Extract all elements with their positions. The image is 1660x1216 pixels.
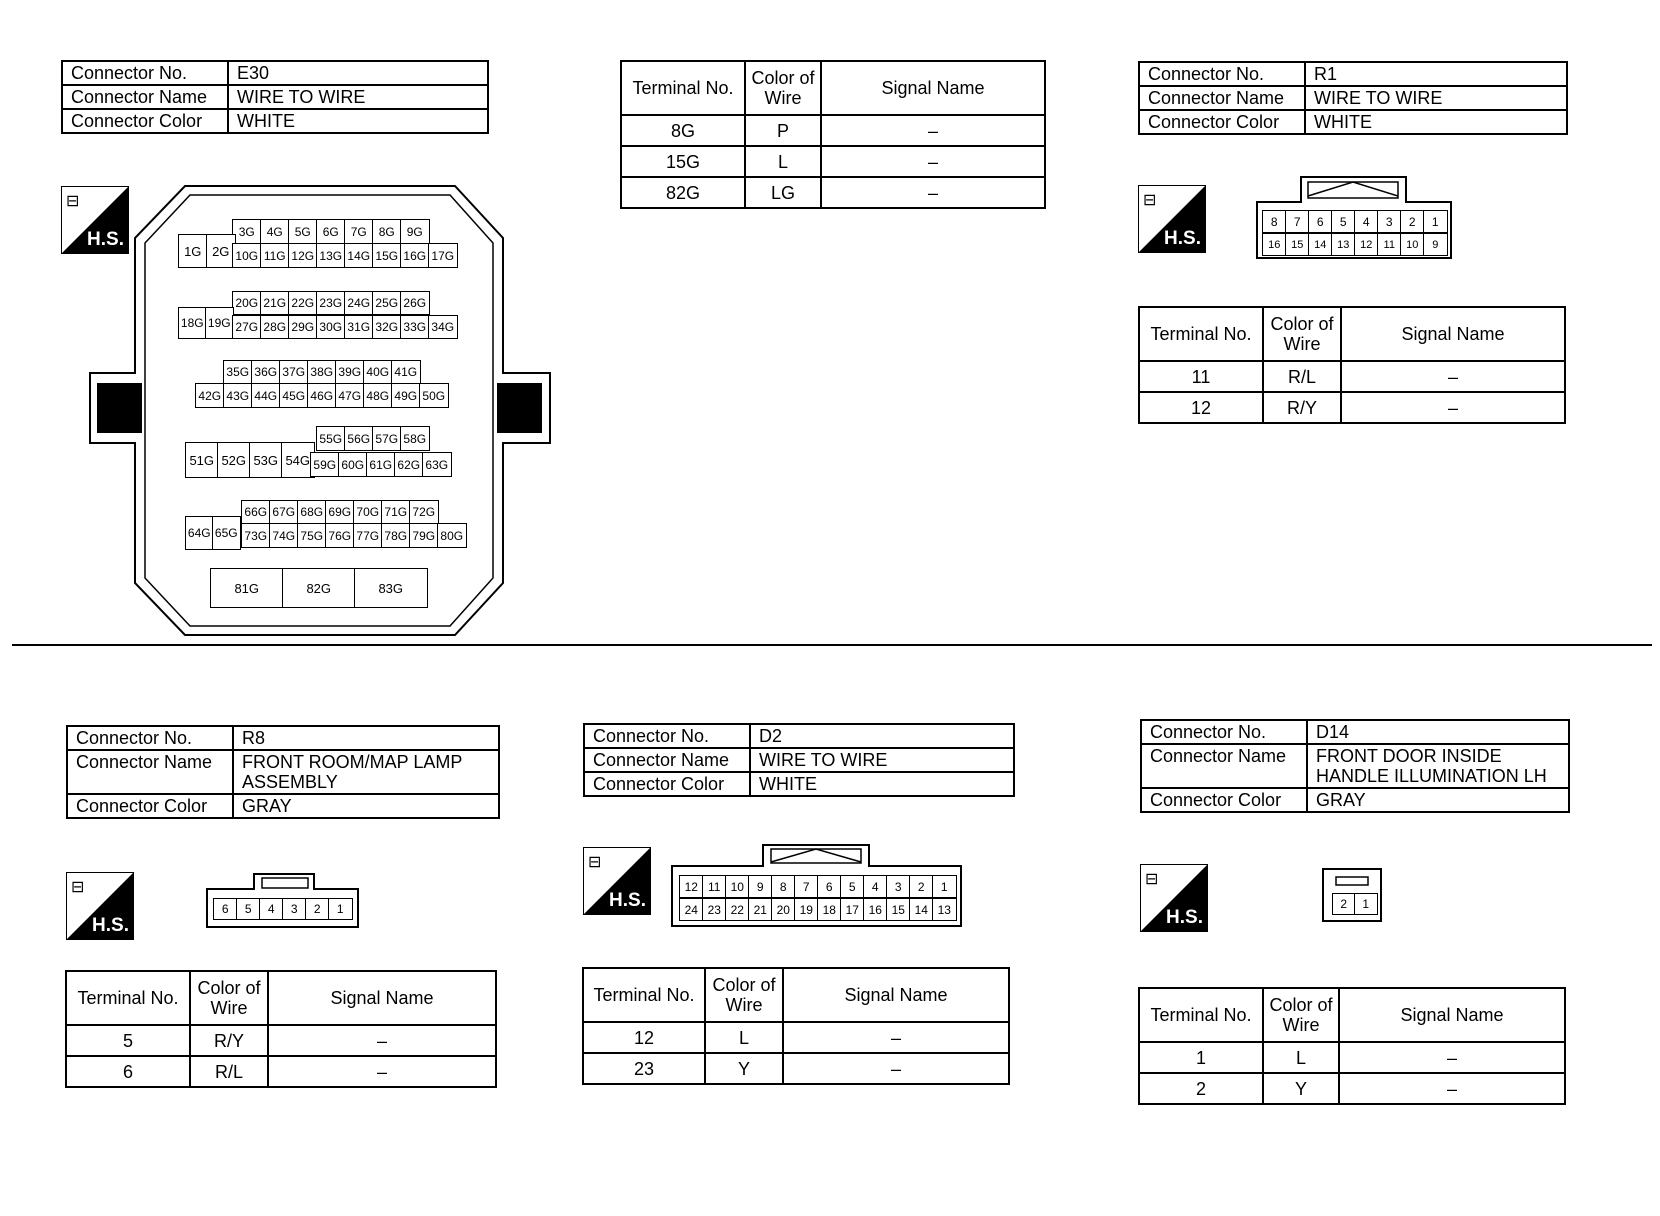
- pin-cell: 56G: [344, 426, 374, 451]
- pin-cell: 12: [1354, 233, 1379, 256]
- pin-cell: 4: [863, 875, 888, 898]
- pin-cell: 36G: [251, 360, 281, 384]
- signal-name: –: [1341, 392, 1565, 423]
- pin-cell: 10: [725, 875, 750, 898]
- r1-terminal-table: [1138, 306, 1566, 424]
- header-signal-name: Signal Name: [268, 971, 496, 1025]
- wire-color: R/Y: [190, 1025, 268, 1056]
- pin-cell: 12: [679, 875, 704, 898]
- pin-cell: 14: [1308, 233, 1333, 256]
- section-divider: [12, 644, 1652, 646]
- header-terminal-no: Terminal No.: [621, 61, 745, 115]
- r8-color: GRAY: [233, 794, 499, 818]
- pin-cell: 24: [679, 898, 704, 921]
- pin-cell: 31G: [344, 315, 374, 339]
- pin-cell: 68G: [297, 500, 327, 524]
- pin-cell: 32G: [372, 315, 402, 339]
- pin-cell: 8: [1262, 210, 1287, 233]
- hs-label: H.S.: [1164, 228, 1201, 249]
- pin-cell: 23G: [316, 291, 346, 315]
- pin-cell: 69G: [325, 500, 355, 524]
- label-connector-name: Connector Name: [62, 85, 228, 109]
- d14-color: GRAY: [1307, 788, 1569, 812]
- pin-cell: 47G: [335, 383, 365, 408]
- pin-cell: 74G: [269, 523, 299, 548]
- pin-cell: 73G: [241, 523, 271, 548]
- signal-name: –: [821, 115, 1045, 146]
- pin-cell: 82G: [282, 568, 356, 608]
- pin-cell: 46G: [307, 383, 337, 408]
- pin-cell: 29G: [288, 315, 318, 339]
- pin-cell: 4: [1354, 210, 1379, 233]
- wire-color: L: [745, 146, 821, 177]
- pin-cell: 37G: [279, 360, 309, 384]
- wire-color: R/L: [1263, 361, 1341, 392]
- pin-cell: 18: [817, 898, 842, 921]
- pin-cell: 8G: [372, 219, 402, 244]
- pin-cell: 5: [1331, 210, 1356, 233]
- e30-color: WHITE: [228, 109, 488, 133]
- pin-cell: 67G: [269, 500, 299, 524]
- pin-cell: 62G: [394, 452, 424, 477]
- pin-cell: 52G: [217, 442, 251, 478]
- pin-cell: 76G: [325, 523, 355, 548]
- r8-info-table: [66, 725, 500, 819]
- pin-cell: 13G: [316, 243, 346, 268]
- pin-cell: 83G: [354, 568, 428, 608]
- label-connector-color: Connector Color: [62, 109, 228, 133]
- terminal-no: 1: [1139, 1042, 1263, 1073]
- pin-cell: 63G: [422, 452, 452, 477]
- pin-cell: 65G: [212, 516, 241, 550]
- e30-no: E30: [228, 61, 488, 85]
- wire-color: L: [1263, 1042, 1339, 1073]
- pin-cell: 3: [1377, 210, 1402, 233]
- wire-color: Y: [1263, 1073, 1339, 1104]
- pin-cell: 5: [236, 898, 261, 920]
- connector-icon: ⊟: [66, 193, 80, 210]
- r1-info-table: [1138, 61, 1568, 135]
- terminal-no: 23: [583, 1053, 705, 1084]
- pin-cell: 48G: [363, 383, 393, 408]
- pin-cell: 15: [1285, 233, 1310, 256]
- terminal-no: 6: [66, 1056, 190, 1087]
- terminal-no: 12: [583, 1022, 705, 1053]
- pin-cell: 59G: [310, 452, 340, 477]
- hs-icon-r8: [66, 872, 134, 940]
- pin-cell: 5G: [288, 219, 318, 244]
- pin-cell: 9: [1423, 233, 1448, 256]
- pin-cell: 28G: [260, 315, 290, 339]
- hs-label: H.S.: [1166, 907, 1203, 928]
- pin-cell: 18G: [178, 307, 207, 339]
- pin-cell: 1: [1354, 893, 1378, 915]
- terminal-no: 15G: [621, 146, 745, 177]
- header-color-of-wire: Color of Wire: [745, 61, 821, 115]
- pin-cell: 1: [932, 875, 957, 898]
- pin-cell: 16: [1262, 233, 1287, 256]
- pin-cell: 57G: [372, 426, 402, 451]
- header-terminal-no: Terminal No.: [66, 971, 190, 1025]
- pin-cell: 49G: [391, 383, 421, 408]
- wire-color: L: [705, 1022, 783, 1053]
- pin-cell: 13: [1331, 233, 1356, 256]
- signal-name: –: [1339, 1073, 1565, 1104]
- hs-icon-r1: [1138, 185, 1206, 253]
- e30-name: WIRE TO WIRE: [228, 85, 488, 109]
- pin-cell: 79G: [409, 523, 439, 548]
- signal-name: –: [821, 146, 1045, 177]
- pin-cell: 14: [909, 898, 934, 921]
- pin-cell: 12G: [288, 243, 318, 268]
- hs-label: H.S.: [92, 915, 129, 936]
- signal-name: –: [1341, 361, 1565, 392]
- pin-cell: 26G: [400, 291, 430, 315]
- pin-cell: 2: [909, 875, 934, 898]
- hs-icon-d14: [1140, 864, 1208, 932]
- pin-cell: 75G: [297, 523, 327, 548]
- pin-cell: 24G: [344, 291, 374, 315]
- pin-cell: 38G: [307, 360, 337, 384]
- signal-name: –: [783, 1053, 1009, 1084]
- d2-color: WHITE: [750, 772, 1014, 796]
- label-connector-no: Connector No.: [62, 61, 228, 85]
- pin-cell: 6: [1308, 210, 1333, 233]
- pin-cell: 41G: [391, 360, 421, 384]
- pin-cell: 23: [702, 898, 727, 921]
- terminal-no: 11: [1139, 361, 1263, 392]
- r1-color: WHITE: [1305, 110, 1567, 134]
- pin-cell: 78G: [381, 523, 411, 548]
- pin-cell: 50G: [419, 383, 449, 408]
- pin-cell: 2: [305, 898, 330, 920]
- terminal-no: 8G: [621, 115, 745, 146]
- connector-icon: ⊟: [588, 854, 602, 871]
- label-connector-name: Connector Name: [1141, 744, 1307, 788]
- header-terminal-no: Terminal No.: [1139, 988, 1263, 1042]
- label-connector-name: Connector Name: [584, 748, 750, 772]
- pin-cell: 2G: [206, 234, 236, 268]
- pin-cell: 51G: [185, 442, 219, 478]
- pin-cell: 34G: [428, 315, 458, 339]
- pin-cell: 60G: [338, 452, 368, 477]
- pin-cell: 44G: [251, 383, 281, 408]
- header-color-of-wire: Color of Wire: [1263, 988, 1339, 1042]
- hs-icon-d2: [583, 847, 651, 915]
- pin-cell: 19: [794, 898, 819, 921]
- header-terminal-no: Terminal No.: [583, 968, 705, 1022]
- pin-cell: 35G: [223, 360, 253, 384]
- pin-cell: 2: [1332, 893, 1356, 915]
- terminal-no: 2: [1139, 1073, 1263, 1104]
- pin-cell: 40G: [363, 360, 393, 384]
- r1-no: R1: [1305, 62, 1567, 86]
- pin-cell: 72G: [409, 500, 439, 524]
- pin-cell: 17: [840, 898, 865, 921]
- pin-cell: 15G: [372, 243, 402, 268]
- wire-color: Y: [705, 1053, 783, 1084]
- pin-cell: 33G: [400, 315, 430, 339]
- pin-cell: 13: [932, 898, 957, 921]
- pin-cell: 30G: [316, 315, 346, 339]
- pin-cell: 3: [886, 875, 911, 898]
- d14-name: FRONT DOOR INSIDE HANDLE ILLUMINATION LH: [1307, 744, 1569, 788]
- pin-cell: 21: [748, 898, 773, 921]
- e30-terminal-table: [620, 60, 1046, 209]
- r1-name: WIRE TO WIRE: [1305, 86, 1567, 110]
- signal-name: –: [783, 1022, 1009, 1053]
- header-signal-name: Signal Name: [821, 61, 1045, 115]
- pin-cell: 11G: [260, 243, 290, 268]
- terminal-no: 82G: [621, 177, 745, 208]
- pin-cell: 3: [282, 898, 307, 920]
- label-connector-color: Connector Color: [67, 794, 233, 818]
- pin-cell: 11: [702, 875, 727, 898]
- pin-cell: 17G: [428, 243, 458, 268]
- pin-cell: 21G: [260, 291, 290, 315]
- pin-cell: 70G: [353, 500, 383, 524]
- pin-cell: 2: [1400, 210, 1425, 233]
- connector-icon: ⊟: [1143, 192, 1157, 209]
- label-connector-no: Connector No.: [1141, 720, 1307, 744]
- pin-cell: 77G: [353, 523, 383, 548]
- r8-name: FRONT ROOM/MAP LAMP ASSEMBLY: [233, 750, 499, 794]
- d2-info-table: [583, 723, 1015, 797]
- pin-cell: 10G: [232, 243, 262, 268]
- terminal-no: 12: [1139, 392, 1263, 423]
- pin-cell: 14G: [344, 243, 374, 268]
- pin-cell: 7: [1285, 210, 1310, 233]
- hs-label: H.S.: [87, 229, 124, 250]
- wire-color: R/Y: [1263, 392, 1341, 423]
- signal-name: –: [268, 1056, 496, 1087]
- pin-cell: 6: [817, 875, 842, 898]
- hs-label: H.S.: [609, 890, 646, 911]
- pin-cell: 64G: [185, 516, 214, 550]
- pin-cell: 1G: [178, 234, 208, 268]
- pin-cell: 1: [1423, 210, 1448, 233]
- pin-cell: 7: [794, 875, 819, 898]
- label-connector-no: Connector No.: [584, 724, 750, 748]
- r8-no: R8: [233, 726, 499, 750]
- pin-cell: 11: [1377, 233, 1402, 256]
- label-connector-color: Connector Color: [1139, 110, 1305, 134]
- pin-cell: 4G: [260, 219, 290, 244]
- pin-cell: 66G: [241, 500, 271, 524]
- header-signal-name: Signal Name: [783, 968, 1009, 1022]
- d2-name: WIRE TO WIRE: [750, 748, 1014, 772]
- pin-cell: 25G: [372, 291, 402, 315]
- d14-terminal-table: [1138, 987, 1566, 1105]
- d2-no: D2: [750, 724, 1014, 748]
- pin-cell: 55G: [316, 426, 346, 451]
- pin-cell: 9: [748, 875, 773, 898]
- d14-info-table: [1140, 719, 1570, 813]
- d2-terminal-table: [582, 967, 1010, 1085]
- pin-cell: 45G: [279, 383, 309, 408]
- header-terminal-no: Terminal No.: [1139, 307, 1263, 361]
- pin-cell: 61G: [366, 452, 396, 477]
- terminal-no: 5: [66, 1025, 190, 1056]
- pin-cell: 9G: [400, 219, 430, 244]
- label-connector-name: Connector Name: [1139, 86, 1305, 110]
- pin-cell: 20G: [232, 291, 262, 315]
- pin-cell: 4: [259, 898, 284, 920]
- label-connector-no: Connector No.: [1139, 62, 1305, 86]
- r8-terminal-table: [65, 970, 497, 1088]
- pin-cell: 3G: [232, 219, 262, 244]
- header-color-of-wire: Color of Wire: [705, 968, 783, 1022]
- pin-cell: 58G: [400, 426, 430, 451]
- pin-cell: 81G: [210, 568, 284, 608]
- header-signal-name: Signal Name: [1339, 988, 1565, 1042]
- pin-cell: 71G: [381, 500, 411, 524]
- pin-cell: 22: [725, 898, 750, 921]
- pin-cell: 1: [328, 898, 353, 920]
- pin-cell: 19G: [205, 307, 234, 339]
- pin-cell: 42G: [195, 383, 225, 408]
- pin-cell: 20: [771, 898, 796, 921]
- header-color-of-wire: Color of Wire: [1263, 307, 1341, 361]
- pin-cell: 7G: [344, 219, 374, 244]
- wire-color: LG: [745, 177, 821, 208]
- label-connector-name: Connector Name: [67, 750, 233, 794]
- d14-no: D14: [1307, 720, 1569, 744]
- pin-cell: 27G: [232, 315, 262, 339]
- pin-cell: 15: [886, 898, 911, 921]
- connector-icon: ⊟: [71, 879, 85, 896]
- pin-cell: 39G: [335, 360, 365, 384]
- pin-cell: 5: [840, 875, 865, 898]
- pin-cell: 8: [771, 875, 796, 898]
- connector-icon: ⊟: [1145, 871, 1159, 888]
- pin-cell: 54G: [281, 442, 315, 478]
- label-connector-no: Connector No.: [67, 726, 233, 750]
- pin-cell: 6G: [316, 219, 346, 244]
- wire-color: P: [745, 115, 821, 146]
- header-color-of-wire: Color of Wire: [190, 971, 268, 1025]
- label-connector-color: Connector Color: [1141, 788, 1307, 812]
- pin-cell: 80G: [437, 523, 467, 548]
- signal-name: –: [268, 1025, 496, 1056]
- signal-name: –: [1339, 1042, 1565, 1073]
- pin-cell: 43G: [223, 383, 253, 408]
- pin-cell: 6: [213, 898, 238, 920]
- signal-name: –: [821, 177, 1045, 208]
- pin-cell: 22G: [288, 291, 318, 315]
- pin-cell: 10: [1400, 233, 1425, 256]
- e30-info-table: [61, 60, 489, 134]
- pin-cell: 16: [863, 898, 888, 921]
- pin-cell: 53G: [249, 442, 283, 478]
- header-signal-name: Signal Name: [1341, 307, 1565, 361]
- wire-color: R/L: [190, 1056, 268, 1087]
- pin-cell: 16G: [400, 243, 430, 268]
- label-connector-color: Connector Color: [584, 772, 750, 796]
